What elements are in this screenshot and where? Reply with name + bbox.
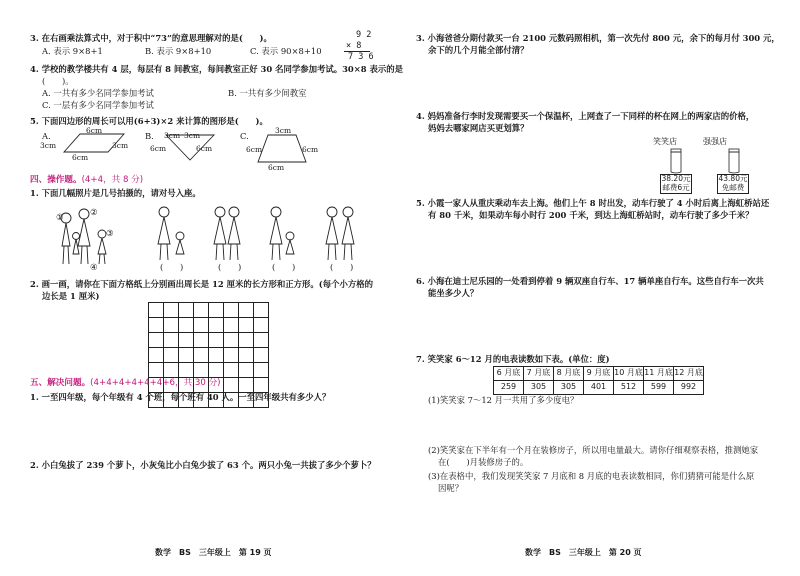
problem-7-sub-3-line-2: 因呢？ <box>438 483 464 493</box>
q3-option-b[interactable]: B. 表示 9×8+10 <box>145 46 212 56</box>
store-2-price: 43.80元 <box>718 174 748 183</box>
table-cell: 512 <box>614 380 644 394</box>
four-photos-illustration <box>150 202 370 262</box>
table-cell: 599 <box>644 380 674 394</box>
family-number-1: ① <box>56 212 64 222</box>
table-cell: 992 <box>674 380 704 394</box>
store-2-shipping: 免邮费 <box>721 182 745 192</box>
q5-figure-c-label[interactable]: C. <box>240 131 249 141</box>
q5-c-bottom-length: 6cm <box>268 163 285 172</box>
q4-option-a[interactable]: A. 一共有多少名同学参加考试 <box>42 88 154 98</box>
q3-calc-multiplier: × 8 <box>346 41 362 51</box>
family-number-4: ④ <box>90 262 98 272</box>
family-number-2: ② <box>90 207 98 217</box>
table-header-cell: 6 月底 <box>494 367 524 381</box>
problem-3-line-1: 3. 小海爸爸分期付款买一台 2100 元数码照相机，第一次先付 800 元，余下的每月付 300 元， <box>416 33 780 43</box>
problem-1: 1. 一至四年级，每个年级有 4 个班，每个班有 40 人。一至四年级共有多少人？ <box>30 392 331 402</box>
q5-b-top-mid-length: 3cm <box>184 131 201 140</box>
q5-stem: 5. 下面四边形的周长可以用(6+3)×2 来计算的图形是( )。 <box>30 116 268 126</box>
right-page-footer: 数学 BS 三年级上 第 20 页 <box>525 548 642 557</box>
table-header-cell: 11 月底 <box>644 367 674 381</box>
q5-b-left-length: 6cm <box>150 144 167 153</box>
q3-calc-top: 9 2 <box>356 30 372 40</box>
q5-a-top-length: 6cm <box>86 126 103 135</box>
problem-7-sub-1: (1)笑笑家 7～12 月一共用了多少度电？ <box>428 395 579 405</box>
q4-stem: 4. 学校的教学楼共有 4 层，每层有 8 间教室，每间教室正好 30 名同学参加考试。30×8 表示的是 <box>30 64 403 74</box>
cup-icon <box>726 148 742 174</box>
q5-a-bottom-length: 6cm <box>72 153 89 162</box>
problem-5-line-2: 有 80 千米，如果动车每小时行 200 千米，到达上海虹桥站时，动车行驶了多少千米？ <box>428 210 754 220</box>
problem-4-line-2: 妈妈去哪家网店买更划算？ <box>428 123 529 133</box>
table-cell: 305 <box>524 380 554 394</box>
cup-icon <box>668 148 684 174</box>
problem-2: 2. 小白兔拔了 239 个萝卜，小灰兔比小白兔少拔了 63 个。两只小兔一共拔了多少个萝卜？ <box>30 460 376 470</box>
q5-a-left-length: 3cm <box>40 141 57 150</box>
store-1-name: 笑笑店 <box>653 137 677 146</box>
section-4-title: 四、操作题。 <box>30 175 82 185</box>
table-cell: 259 <box>494 380 524 394</box>
store-1-price: 38.20元 <box>661 174 691 183</box>
store-1-price-tag <box>660 174 692 194</box>
problem-6-line-1: 6. 小海在迪士尼乐园的一处看到停着 9 辆双座自行车、17 辆单座自行车。这些自行车一次共 <box>416 276 764 286</box>
problem-5-line-1: 5. 小霞一家人从重庆乘动车去上海。他们上午 8 时出发，动车行驶了 4 小时后离上海虹桥站还 <box>416 198 770 208</box>
q4-option-c[interactable]: C. 一层有多少名同学参加考试 <box>42 100 154 110</box>
q5-c-top-length: 3cm <box>275 126 292 135</box>
section-4-score: (4+4，共 8 分) <box>81 175 144 185</box>
problem-7-stem: 7. 笑笑家 6～12 月的电表读数如下表。(单位：度) <box>416 354 610 364</box>
section-5-title: 五、解决问题。 <box>30 378 91 388</box>
problem-7-sub-2-line-1: (2)笑笑家在下半年有一个月在装修房子，所以用电量最大。请你仔细观察表格，推测她家 <box>428 445 759 455</box>
problem-4-line-1: 4. 妈妈准备行李时发现需要买一个保温杯，上网查了一下同样的杯在网上的两家店的价格， <box>416 111 755 121</box>
q3-option-a[interactable]: A. 表示 9×8+1 <box>42 46 103 56</box>
q5-c-right-length: 6cm <box>302 145 319 154</box>
table-row <box>494 380 704 394</box>
q5-figure-b-label[interactable]: B. <box>145 131 154 141</box>
q5-b-right-length: 6cm <box>196 144 213 153</box>
store-2-price-tag <box>717 174 749 194</box>
photo-4-answer-blank[interactable]: ( ) <box>330 262 354 272</box>
q5-b-top-left-length: 3cm <box>164 131 181 140</box>
q4-option-b[interactable]: B. 一共有多少间教室 <box>228 88 307 98</box>
table-header-cell: 9 月底 <box>584 367 614 381</box>
section-5-score: (4+4+4+4+4+4+6，共 30 分) <box>90 378 221 388</box>
op1-stem: 1. 下面几幅照片是几号拍摄的，请对号入座。 <box>30 188 201 198</box>
problem-6-line-2: 能坐多少人？ <box>428 288 479 298</box>
q3-option-c[interactable]: C. 表示 90×8+10 <box>250 46 322 56</box>
problem-7-sub-3-line-1: (3)在表格中，我们发现笑笑家 7 月底和 8 月底的电表读数相同，你们猜猜可能是什么原 <box>428 471 755 481</box>
table-header-row <box>494 367 704 381</box>
op2-stem-line-1: 2. 画一画，请你在下面方格纸上分别画出周长是 12 厘米的长方形和正方形。(每个小方格的 <box>30 279 373 289</box>
table-header-cell: 8 月底 <box>554 367 584 381</box>
store-1-shipping: 邮费6元 <box>662 182 690 192</box>
q5-figure-a-label[interactable]: A. <box>42 131 51 141</box>
table-header-cell: 10 月底 <box>614 367 644 381</box>
family-number-3: ③ <box>106 228 114 238</box>
photo-3-answer-blank[interactable]: ( ) <box>272 262 296 272</box>
op2-stem-line-2: 边长是 1 厘米) <box>42 291 100 301</box>
problem-7-sub-2-line-2[interactable]: 在( )月装修房子的。 <box>438 457 529 467</box>
q3-calc-result: 7 3 6 <box>348 52 374 62</box>
q5-c-left-length: 6cm <box>246 145 263 154</box>
photo-2-answer-blank[interactable]: ( ) <box>218 262 242 272</box>
q3-stem: 3. 在右画乘法算式中，对于积中“73”的意思理解对的是( )。 <box>30 33 272 43</box>
table-cell: 305 <box>554 380 584 394</box>
photo-1-answer-blank[interactable]: ( ) <box>160 262 184 272</box>
table-header-cell: 12 月底 <box>674 367 704 381</box>
section-5-heading <box>30 378 221 390</box>
table-cell: 401 <box>584 380 614 394</box>
left-page-footer: 数学 BS 三年级上 第 19 页 <box>155 548 272 557</box>
q4-blank[interactable]: ( )。 <box>42 76 74 86</box>
section-4-heading <box>30 175 143 187</box>
right-page <box>400 0 800 576</box>
table-header-cell: 7 月底 <box>524 367 554 381</box>
electricity-meter-table <box>493 366 704 395</box>
q5-a-right-length: 3cm <box>112 141 129 150</box>
store-2-name: 强强店 <box>703 137 727 146</box>
problem-3-line-2: 余下的几个月能全部付清？ <box>428 45 529 55</box>
